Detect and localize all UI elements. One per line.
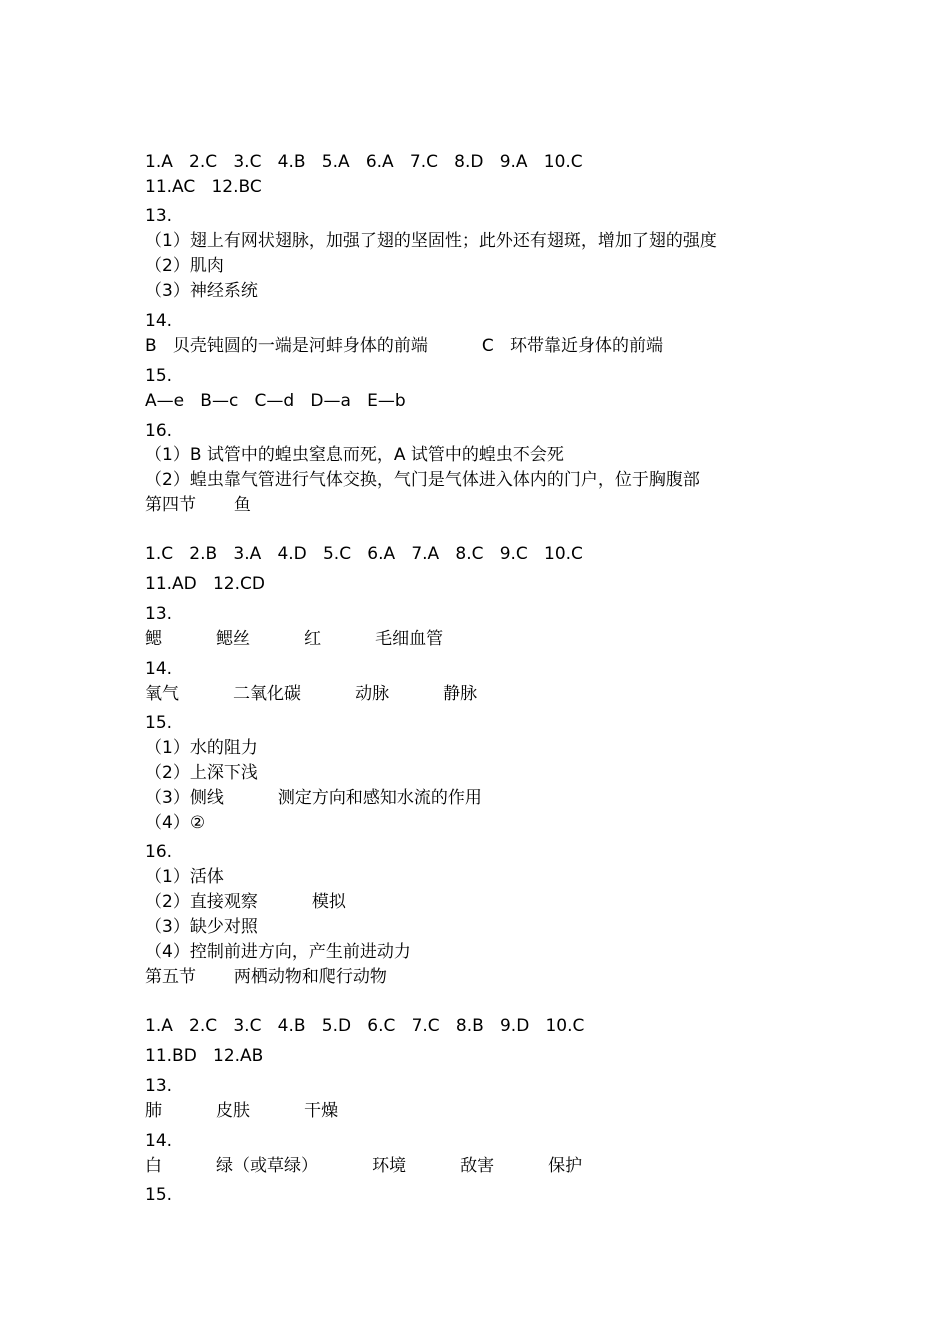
text-line: 1.C 2.B 3.A 4.D 5.C 6.A 7.A 8.C 9.C 10.C: [145, 544, 583, 564]
text-line: 14.: [145, 659, 173, 679]
text-line: （4）控制前进方向，产生前进动力: [145, 942, 411, 962]
text-line: 11.BD 12.AB: [145, 1046, 264, 1066]
text-line: （1）翅上有网状翅脉，加强了翅的坚固性；此外还有翅斑，增加了翅的强度: [145, 231, 717, 251]
text-line: 14.: [145, 1131, 173, 1151]
section-heading: 第四节 鱼: [145, 495, 251, 515]
text-line: 11.AD 12.CD: [145, 574, 265, 594]
text-line: 肺 皮肤 干燥: [145, 1101, 339, 1121]
text-line: 16.: [145, 842, 173, 862]
section-heading: 第五节 两栖动物和爬行动物: [145, 967, 387, 987]
text-line: （2）肌肉: [145, 256, 224, 276]
text-line: B 贝壳钝圆的一端是河蚌身体的前端 C 环带靠近身体的前端: [145, 336, 663, 356]
text-line: 15.: [145, 713, 173, 733]
text-line: （1）水的阻力: [145, 738, 258, 758]
text-line: 鳃 鳃丝 红 毛细血管: [145, 629, 444, 649]
text-line: （4）②: [145, 813, 206, 833]
text-line: （3）侧线 测定方向和感知水流的作用: [145, 788, 482, 808]
text-line: 11.AC 12.BC: [145, 177, 262, 197]
text-line: 13.: [145, 1076, 173, 1096]
text-line: 1.A 2.C 3.C 4.B 5.A 6.A 7.C 8.D 9.A 10.C: [145, 152, 583, 172]
text-line: A—e B—c C—d D—a E—b: [145, 391, 406, 411]
text-line: 白 绿（或草绿） 环境 敌害 保护: [145, 1156, 583, 1176]
text-line: （1）B 试管中的蝗虫窒息而死，A 试管中的蝗虫不会死: [145, 445, 564, 465]
text-line: 13.: [145, 604, 173, 624]
text-line: （3）神经系统: [145, 281, 258, 301]
text-line: 15.: [145, 366, 173, 386]
text-line: （1）活体: [145, 867, 224, 887]
text-line: （2）上深下浅: [145, 763, 258, 783]
text-line: （2）蝗虫靠气管进行气体交换，气门是气体进入体内的门户，位于胸腹部: [145, 470, 700, 490]
text-line: 1.A 2.C 3.C 4.B 5.D 6.C 7.C 8.B 9.D 10.C: [145, 1016, 585, 1036]
text-line: （2）直接观察 模拟: [145, 892, 346, 912]
text-line: 16.: [145, 421, 173, 441]
text-line: 氧气 二氧化碳 动脉 静脉: [145, 684, 478, 704]
text-line: 15.: [145, 1185, 173, 1205]
text-line: 14.: [145, 311, 173, 331]
text-line: 13.: [145, 206, 173, 226]
text-line: （3）缺少对照: [145, 917, 258, 937]
